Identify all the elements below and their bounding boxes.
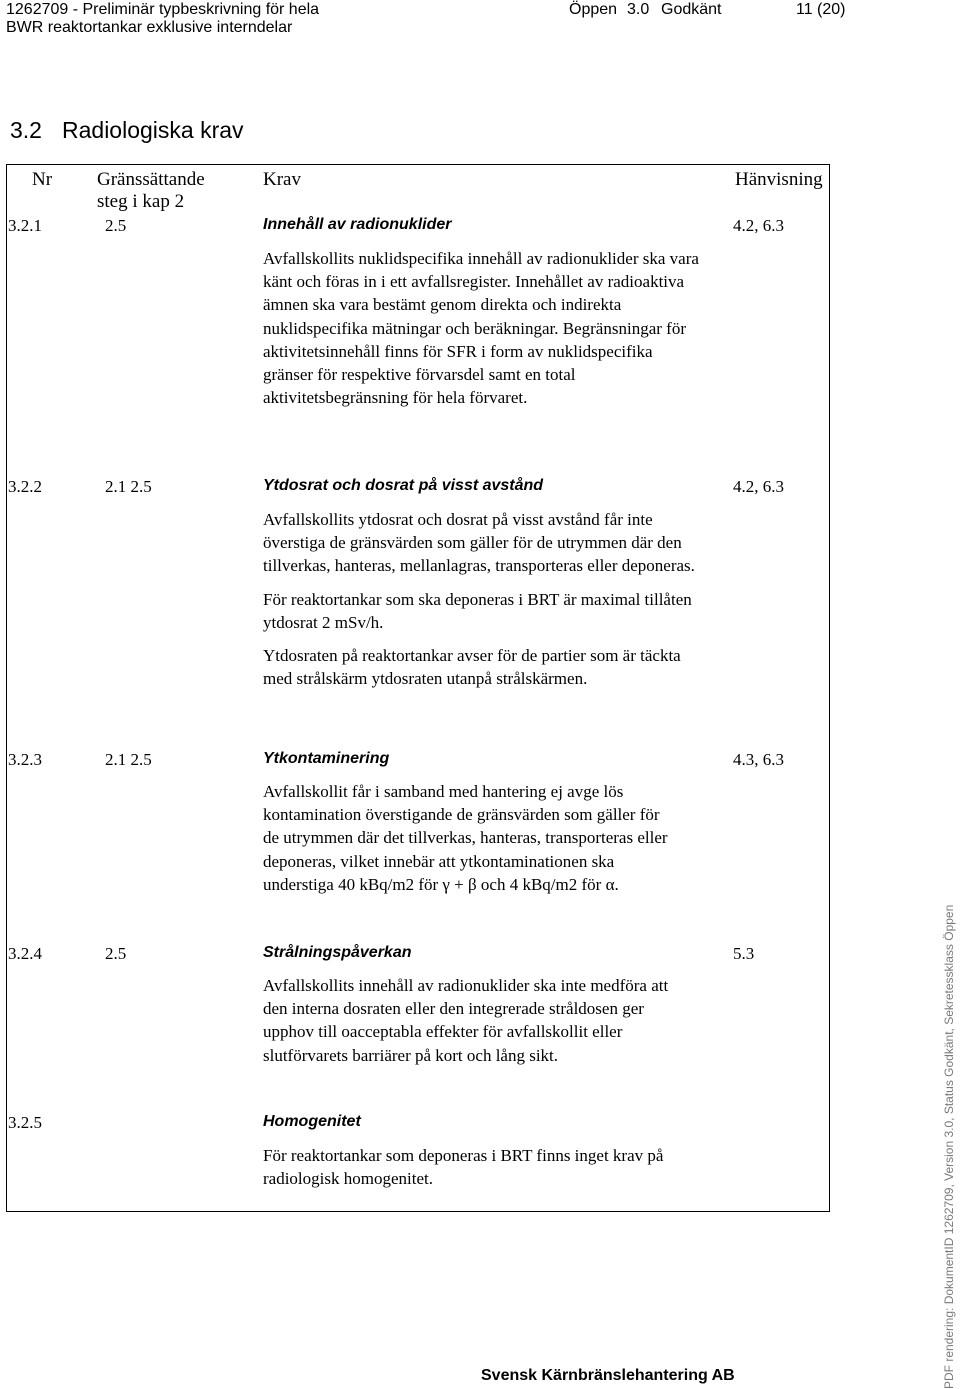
row-limit-step: 2.5	[105, 216, 127, 235]
document-title: 1262709 - Preliminär typbeskrivning för hela	[6, 1, 320, 18]
column-header-limit-line2: steg i kap 2	[97, 191, 185, 212]
row-number: 3.2.3	[8, 750, 42, 769]
requirement-text	[263, 508, 703, 690]
requirement-text	[263, 974, 683, 1067]
table-border-right	[829, 164, 830, 1212]
table-border-top	[6, 164, 830, 165]
requirement-paragraph: Ytdosraten på reaktortankar avser för de partier som är täckta med strålskärm ytdosraten utanpå strålskärmen.	[263, 646, 681, 689]
requirement-paragraph: Avfallskollits nuklidspecifika innehåll av radionuklider ska vara känt och föras in i ett avfallsregister. Innehållet av radioaktiva ämnen ska vara bestämt genom direkta och indirekta nuklidspecifika mätningar och beräkningar. Begränsningar för aktivitetsinnehåll finns för SFR i form av nuklidspecifika gränser för respektive förvarsdel samt en total aktivitetsbegränsning för hela förvaret.	[263, 249, 699, 408]
footer-company-name: Svensk Kärnbränslehantering AB	[481, 1367, 735, 1384]
requirement-text	[263, 780, 673, 896]
requirement-title: Homogenitet	[263, 1113, 361, 1130]
row-number: 3.2.5	[8, 1113, 42, 1132]
status-label: Godkänt	[661, 1, 722, 18]
column-header-limit	[97, 169, 205, 213]
requirement-title: Ytkontaminering	[263, 750, 390, 767]
requirement-title: Strålningspåverkan	[263, 944, 412, 961]
section-title: Radiologiska krav	[62, 117, 244, 143]
row-limit-step: 2.5	[105, 944, 127, 963]
table-border-left	[6, 164, 7, 1212]
column-header-limit-line1: Gränssättande	[97, 169, 205, 190]
column-header-reference: Hänvisning	[735, 169, 823, 190]
requirement-text	[263, 1144, 683, 1190]
row-limit-step: 2.1 2.5	[105, 750, 152, 769]
requirements-table	[6, 164, 830, 1212]
requirement-title: Innehåll av radionuklider	[263, 216, 452, 233]
table-border-bottom	[6, 1211, 830, 1212]
row-reference: 5.3	[733, 944, 755, 963]
requirement-paragraph: För reaktortankar som deponeras i BRT finns inget krav på radiologisk homogenitet.	[263, 1146, 664, 1189]
classification-label: Öppen	[569, 1, 618, 18]
pdf-rendering-note: PDF rendering: DokumentID 1262709, Version 3.0, Status Godkänt, Sekretessklass Öppen	[942, 904, 956, 1389]
document-subtitle: BWR reaktortankar exklusive interndelar	[6, 19, 293, 36]
requirement-paragraph: Avfallskollit får i samband med hantering ej avge lös kontamination överstigande de gränsvärden som gäller för de utrymmen där det tillverkas, hanteras, transporteras eller deponeras, vilket innebär att ytkontaminationen ska understiga 40 kBq/m2 för γ + β och 4 kBq/m2 för α.	[263, 782, 668, 894]
row-reference: 4.2, 6.3	[733, 216, 784, 235]
column-header-krav: Krav	[263, 169, 301, 190]
requirement-title: Ytdosrat och dosrat på visst avstånd	[263, 477, 544, 494]
requirement-paragraph: För reaktortankar som ska deponeras i BRT är maximal tillåten ytdosrat 2 mSv/h.	[263, 589, 692, 632]
version-label: 3.0	[627, 1, 650, 18]
column-header-nr: Nr	[32, 169, 53, 190]
requirement-text	[263, 247, 703, 409]
row-reference: 4.2, 6.3	[733, 477, 784, 496]
row-limit-step: 2.1 2.5	[105, 477, 152, 496]
row-number: 3.2.2	[8, 477, 42, 496]
requirement-paragraph: Avfallskollits innehåll av radionuklider ska inte medföra att den interna dosraten eller den integrerade stråldosen ger upphov till oacceptabla effekter för avfallskollit eller slutförvarets barriärer på kort och lång sikt.	[263, 976, 669, 1065]
section-number: 3.2	[10, 117, 42, 143]
row-number: 3.2.4	[8, 944, 42, 963]
page-number: 11 (20)	[796, 1, 846, 18]
row-reference: 4.3, 6.3	[733, 750, 784, 769]
requirement-paragraph: Avfallskollits ytdosrat och dosrat på visst avstånd får inte överstiga de gränsvärden som gäller för de utrymmen där den tillverkas, hanteras, mellanlagras, transporteras eller deponeras.	[263, 510, 695, 576]
row-number: 3.2.1	[8, 216, 42, 235]
section-heading	[10, 116, 244, 144]
